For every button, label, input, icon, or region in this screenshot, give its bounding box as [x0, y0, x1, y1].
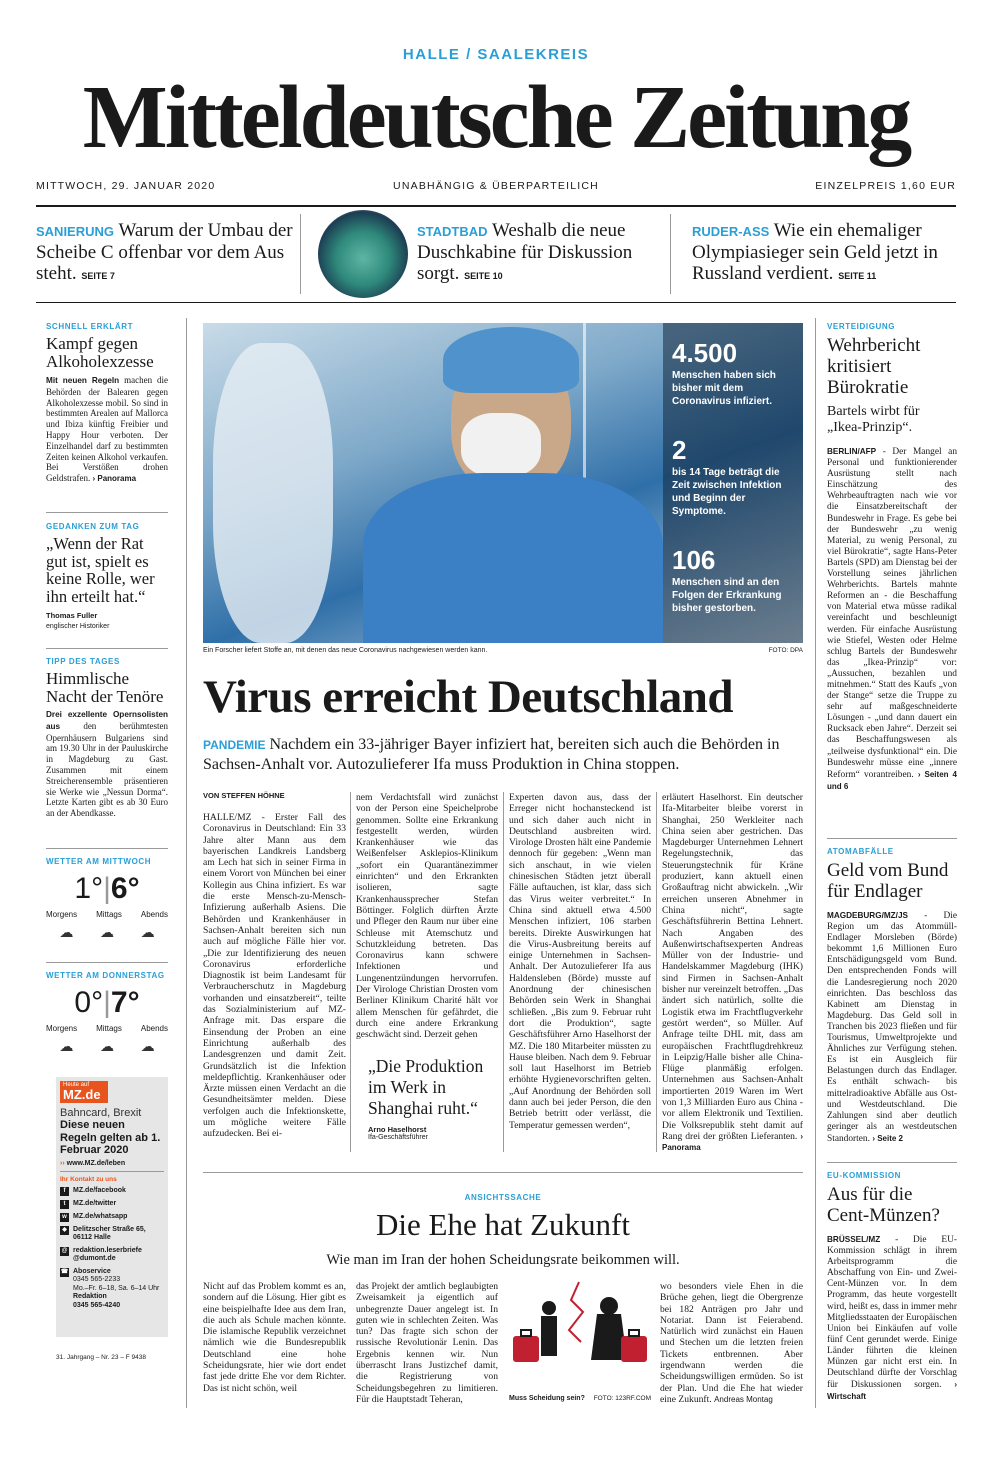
stat-text: Menschen haben sich bisher mit dem Coronavirus infiziert.: [672, 370, 776, 407]
teaser-ruder-ass[interactable]: [692, 220, 958, 287]
background-figure: [213, 343, 333, 643]
defense-text: [827, 446, 957, 793]
explain-ref[interactable]: › Panorama: [92, 474, 137, 484]
stat-text: bis 14 Tage beträgt die Zeit zwischen Infektion und Beginn der Symptome.: [672, 467, 782, 517]
explain-body: machen die Behörden der Balearen gegen Alkoholexzesse mobil. So sind in bestimmten Arealen auf Mallorca und Ibiza künftig Freibier und Happy Hour verboten. Der Einzelhandel darf zu bestimmten Zeiten keinen Alkohol verkaufen. Bei Verstößen drohen Geldstrafen.: [46, 375, 169, 484]
whatsapp-link[interactable]: [60, 1213, 164, 1222]
ad-logo: MZ.de: [63, 1087, 101, 1102]
lead-col-1-text: HALLE/MZ - Erster Fall des Coronavirus in Deutschland: Ein 33 Jahre alter Mann aus dem bayerischen Landkreis Landsberg am Lech hat sich in seiner Firma in einem Vorort von München bei einer Kollegin aus China infiziert. Es war die erste Mensch-zu-Mensch-Infizierung außerhalb Asiens. Die Behörden und Krankenhäuser in Sachsen-Anhalt bereiten sich nun auch auf mögliche Fälle hier vor. „Die zur Identifizierung des neuen Coronavirus erforderliche Diagnostik ist beim Landesamt für Verbraucherschutz in Magdeburg vorhanden und einsatzbereit“, teilte das Sozialministerium auf MZ-Anfrage mit. Das erspare die Einsendung der Proben an eine Einrichtung außerhalb des Landesgrenzen und damit Zeit. Grundsätzlich ist die Infektion meldepflichtig. Krankenhäuser oder Ärzte müssen einen Verdacht an die Gesundheitsämter melden. Diese verfolgen auch die Infektionskette, um mögliche weitere Fälle aufzudecken. Bei ei-: [203, 812, 346, 1140]
ad-url-text: www.MZ.de/leben: [66, 1159, 126, 1167]
cloud-icon: ☁: [140, 1039, 155, 1055]
teaser-text: Wie ein ehemaliger Olympiasieger sein Geld jetzt in Russland verdient.: [692, 220, 938, 284]
opinion-rule: [203, 1172, 803, 1173]
tagline: UNABHÄNGIG & ÜBERPARTEILICH: [393, 180, 599, 192]
atom-ref[interactable]: › Seite 2: [872, 1133, 903, 1143]
temp-low: 1°: [74, 872, 104, 905]
twitter-icon: t: [60, 1200, 69, 1209]
lead-col-3-text: Experten davon aus, dass der Erreger nicht hochansteckend ist und sich daher auch nicht in Deutschland ausbreiten wird. Virologe Drosten hält eine Pandemie dennoch für gegeben: „Wenn man sich anschaut, in wie vielen chinesischen Städten jetzt überall Fälle auftauchen, ist klar, dass sich das Virus weiter verbreitet.“ In China sind aktuell etwa 4.500 Menschen infiziert, 106 starben bereits. Direkte Auswirkungen hat die Virus-Ausbreitung bereits auf einige Unternehmen in Sachsen-Anhalt. Der Autozulieferer Ifa aus Haldensleben (Börde) musste auf Anordnung der chinesischen Behörden sein Werk in Shanghai schließen. „Bis zum 9. Februar ruht dort die Produktion“, sagte Geschäftsführer Arno Haselhorst der MZ. Die 180 Mitarbeiter müssten zu Hause bleiben. Nach dem 9. Februar soll laut Haselhorst im Betrieb erhöhte Hygienevorschriften gelten. „Auf Anordnung der Behörden soll dann auch bei jeder Person, die den Betrieb betritt oder verlässt, die Temperatur gemessen werden“,: [509, 792, 651, 1131]
lead-col-2: [356, 792, 498, 1041]
quote-kicker: GEDANKEN ZUM TAG: [46, 522, 140, 531]
lead-headline[interactable]: Virus erreicht Deutschland: [203, 671, 734, 723]
quote-author: Thomas Fuller: [46, 611, 98, 620]
teaser-divider: [300, 214, 301, 294]
ad-line1: Bahncard, Brexit: [60, 1107, 142, 1119]
eu-body: - Die EU-Kommission schlägt in ihrem Arbeitsprogramm die Abschaffung von Ein- und Zwei-Cent-Münzen vor. In dem Programm, das heute vorgestellt wird, heißt es, dass in immer mehr Mitgliedsstaaten der Europäischen Union bei Einkäufen auf volle fünf Cent gerundet werde. Einige Länder führten die kleinen Münzen gar nicht erst ein. In Deutschland dürfte der Vorschlag für Diskussionen sorgen.: [827, 1235, 958, 1391]
defense-body: - Der Mangel an Personal und funktionierender Ausrüstung stellt nach Einschätzung des Wehrbeauftragten nach wie vor die Einsatzbereitschaft der Bundeswehr in Frage. Es gebe bei der Bundeswehr „zu wenig Material, zu wenig Personal, zu viel Bürokratie“, sagte Hans-Peter Bartels (SPD) am Dienstag bei der Vorstellung seines jährlichen Wehrberichts. Bartels mahnte Reformen an - die Beschaffung von Material etwa müsse radikal vereinfacht und beschleunigt werden. Für einfache Ausrüstung wie Stiefel, Westen oder Helme schlug Bartels der Bundeswehr das „Ikea-Prinzip“ vor: „Aussuchen, bezahlen und mitnehmen.“ Statt des Kaufs „von der Stange“ setze die Truppe zu sehr auf maßgeschneiderte Lösungen - „und dann dauert ein Rucksack eben Jahre“. Derzeit sei das Beschaffungswesen als „teilweise dysfunktional“ ein. Die Bundeswehr müsse eine „innere Reform“ vorantreiben.: [827, 447, 958, 780]
defense-ref-label: Seiten 4 und 6: [827, 769, 957, 791]
time-label: Mittags: [96, 1024, 122, 1033]
teaser-ref: SEITE 10: [464, 271, 503, 281]
opinion-col-1: [203, 1281, 346, 1394]
address: [60, 1226, 164, 1243]
teaser-divider: [670, 214, 671, 294]
pull-quote-role: Ifa-Geschäftsführer: [368, 1134, 428, 1141]
eu-kicker: EU-KOMMISSION: [827, 1171, 902, 1180]
pull-quote-author: Arno Haselhorst: [368, 1125, 427, 1134]
opinion-kicker: ANSICHTSSACHE: [464, 1193, 542, 1202]
red-phone: 0345 565-4240: [73, 1301, 121, 1309]
defense-headline: Wehrbericht kritisiert Bürokratie: [827, 335, 921, 398]
ad-small: Heute auf: [63, 1082, 90, 1088]
teaser-kicker: STADTBAD: [417, 224, 488, 239]
eu-text: [827, 1234, 957, 1403]
defense-subhead: Bartels wirbt für „Ikea-Prinzip“.: [827, 404, 920, 435]
stat-number: 4.500: [672, 338, 738, 368]
contact-text: MZ.de/whatsapp: [73, 1212, 128, 1220]
weather-icons: [46, 1039, 168, 1055]
teaser-kicker: SANIERUNG: [36, 224, 115, 239]
opinion-subhead: Wie man im Iran der hohen Scheidungsrate beikommen will.: [326, 1252, 680, 1268]
researcher-mask: [461, 413, 541, 477]
tip-kicker: TIPP DES TAGES: [46, 657, 120, 666]
weather-kicker: WETTER AM MITTWOCH: [46, 857, 152, 866]
cloud-icon: ☁: [59, 1039, 74, 1055]
tip-body: den berühmtesten Opernhäusern Bulgariens sind am 19.30 Uhr in der Pauluskirche in Magdeburg zu Gast. Zusammen mit einem Streicherensemble präsentieren sie Werke wie „Nessun Dorma“. Letzte Karten gibt es ab 30 Euro an der Abendkasse.: [46, 720, 168, 819]
cloud-icon: ☁: [99, 1039, 114, 1055]
time-label: Abends: [140, 910, 168, 919]
location-icon: ◆: [60, 1226, 69, 1235]
ad-line2: Diese neuen Regeln gelten ab 1. Februar 2020: [60, 1119, 161, 1156]
tip-lead: Drei exzellente Opernsolisten aus: [46, 710, 168, 731]
stat-3: [672, 545, 797, 615]
lead-col-4-text: erläutert Haselhorst. Ein deutscher Ifa-Mitarbeiter bleibe vorerst in Shanghai, 250 Werkleiter nach China seien aber gestrichen. Das Magdeburger Unternehmen Lehnert Regelungstechnik, das Steuerungstechnik für Kräne produziert, kann aktuell einen Großauftrag nicht abwickeln. „Wir erreichen unseren Abnehmer in China nicht“, sagte Geschäftsführerin Bettina Lehnert. Nach Angaben des Außenwirtschaftsexperten Andreas Müller von der Industrie- und Handelskammer Magdeburg (IHK) sind Firmen in Sachsen-Anhalt bisher nur vereinzelt betroffen. „Das ändert sich natürlich, sollte die Logistik etwa im Frachtflugverkehr gestört werden“, so Müller. Auf Anfrage teilte DHL mit, dass am europäischen Frachtflugdrehkreuz in Leipzig/Halle bisher alle China-Flüge planmäßig erfolgen. Unternehmen aus Sachsen-Anhalt importierten 2019 Waren im Wert von 1,3 Milliarden Euro aus China - vor allem Elektronik und Textilien. Die Volksrepublik steht damit auf Rang drei der größten Lieferanten.: [662, 792, 803, 1142]
tip-headline: Himmlische Nacht der Tenöre: [46, 669, 164, 706]
quote-box: [46, 522, 168, 630]
cloud-icon: ☁: [59, 925, 74, 941]
phone-icon: ☎: [60, 1268, 69, 1275]
ad-logo-box: [60, 1081, 108, 1103]
explain-headline: Kampf gegen Alkoholexzesse: [46, 334, 154, 371]
atom-kicker: ATOMABFÄLLE: [827, 847, 894, 856]
twitter-link[interactable]: [60, 1200, 164, 1209]
eu-story[interactable]: [827, 1171, 957, 1403]
weather-wednesday: [46, 857, 168, 941]
ad-url[interactable]: ›› www.MZ.de/leben: [60, 1159, 126, 1167]
weather-kicker: WETTER AM DONNERSTAG: [46, 971, 165, 980]
right-column-rule: [815, 318, 816, 1408]
abo-phone: 0345 565-2233: [73, 1276, 121, 1283]
atom-text: [827, 910, 957, 1145]
pull-quote: [368, 1056, 498, 1141]
defense-story[interactable]: [827, 322, 957, 793]
stat-text: Menschen sind an den Folgen der Erkrankung bisher gestorben.: [672, 577, 782, 614]
opinion-headline[interactable]: Die Ehe hat Zukunft: [376, 1207, 630, 1242]
eu-headline: Aus für die Cent-Münzen?: [827, 1184, 940, 1226]
lead-col-1: [203, 812, 346, 1140]
weather-times: [46, 1024, 168, 1033]
red-head: Redaktion: [73, 1293, 107, 1300]
cloud-icon: ☁: [99, 925, 114, 941]
lead-col-3: [509, 792, 651, 1131]
aboservice: [60, 1268, 164, 1311]
issue-date: MITTWOCH, 29. JANUAR 2020: [36, 180, 216, 192]
lead-col-4: [662, 792, 803, 1154]
defense-lead: BERLIN/AFP: [827, 447, 877, 456]
eu-ref[interactable]: › Wirtschaft: [827, 1380, 958, 1402]
teaser-sanierung[interactable]: [36, 220, 296, 287]
mail-icon: @: [61, 1247, 68, 1254]
email-link[interactable]: [60, 1247, 164, 1264]
lead-ref-label: Panorama: [662, 1143, 701, 1153]
time-label: Mittags: [96, 910, 122, 919]
mz-ad-box[interactable]: [56, 1077, 168, 1337]
time-label: Morgens: [46, 1024, 78, 1033]
opinion-col-1-text: Nicht auf das Problem kommt es an, sondern auf die Lösung. Hier gibt es eine beispielhafte Idee aus dem Iran, die auch als Schule machen könnte. Die islamische Republik verzeichnet nämlich wie die Bundesrepublik Deutschland eine hohe Scheidungsrate, hier wie dort endet fast jede dritte Ehe vor dem Richter. Das ist nicht schön, weil: [203, 1281, 346, 1394]
opinion-author: Andreas Montag: [714, 1394, 773, 1404]
atom-lead: MAGDEBURG/MZ/JS: [827, 911, 908, 920]
right-divider: [827, 838, 957, 839]
pull-quote-text: „Die Produktion im Werk in Shanghai ruht.“: [368, 1056, 484, 1118]
contact-text: redaktion.leserbriefe @dumont.de: [73, 1246, 142, 1262]
opinion-col-3: [660, 1281, 803, 1405]
left-divider: [46, 962, 168, 963]
deck-text: Nachdem ein 33-jähriger Bayer infiziert hat, bereiten sich auch die Behörden in Sachsen-Anhalt vor. Autozulieferer Ifa muss Produktion in China stoppen.: [203, 736, 780, 773]
defense-ref[interactable]: › Seiten 4 und 6: [827, 769, 957, 791]
atom-ref-label: Seite 2: [877, 1133, 903, 1143]
contact-text: MZ.de/twitter: [73, 1199, 117, 1207]
teaser-image-dome: [318, 210, 408, 298]
facebook-link[interactable]: [60, 1187, 164, 1196]
opinion-col-3-text: wo besonders viele Ehen in die Brüche gehen, liegt die Obergrenze bei 182 Anträgen pro Jahr und Notariat. Dann ist Feierabend. Natürlich wird zunächst ein Hauen und Stechen um die letzten freien Tickets entbrennen. Aber irgendwann werden die Scheidungswilligen ermüden. So ist der Plan. Und die Ehe hat wieder eine Zukunft.: [660, 1281, 803, 1405]
photo-credit: FOTO: DPA: [768, 647, 803, 654]
researcher-body: [363, 473, 663, 643]
weather-thursday: [46, 971, 168, 1055]
whatsapp-icon: w: [60, 1213, 69, 1222]
quote-role: englischer Historiker: [46, 623, 110, 630]
byline: VON STEFFEN HÖHNE: [203, 791, 285, 800]
left-column: [46, 322, 168, 485]
col-rule: [503, 792, 504, 1152]
facebook-icon: f: [60, 1187, 69, 1196]
left-divider: [46, 512, 168, 513]
contact-text: MZ.de/facebook: [73, 1186, 126, 1194]
stat-1: [672, 338, 797, 408]
temp-high: 6°: [110, 872, 140, 905]
col-rule: [350, 792, 351, 1152]
contact-text: Delitzscher Straße 65, 06112 Halle: [73, 1225, 146, 1241]
weather-icons: [46, 925, 168, 941]
opinion-col-2-text: das Projekt der amtlich beglaubigten Zweisamkeit ja eigentlich auf unbegrenzte Dauer angelegt ist. In guten wie in schlechten Zeiten. Was tun? Das fragte sich schon der russische Revolutionär Lenin. Das Ergebnis kennen wir. Nun überrascht Irans Justizchef damit, die Registrierung von Scheidungsbegehren zu limitieren. Für die Hauptstadt Teheran,: [356, 1281, 498, 1405]
teaser-stadtbad[interactable]: [417, 220, 662, 287]
newspaper-title: Mitteldeutsche Zeitung: [82, 68, 910, 167]
photo-caption: Ein Forscher liefert Stoffe an, mit denen das neue Coronavirus nachgewiesen werden kann.: [203, 647, 488, 654]
deck-kicker: PANDEMIE: [203, 738, 266, 752]
temp-low: 0°: [74, 986, 104, 1019]
teaser-text: Warum der Umbau der Scheibe C offenbar vor dem Aus steht.: [36, 220, 293, 284]
stat-2: [672, 435, 797, 518]
weather-temps: 1°|6°: [74, 872, 140, 905]
opinion-col-2: [356, 1281, 498, 1405]
abo-hours: Mo.–Fr. 6–18, Sa. 6–14 Uhr: [73, 1284, 160, 1292]
teaser-kicker: RUDER-ASS: [692, 224, 770, 239]
teaser-rule: [36, 302, 956, 303]
price: EINZELPREIS 1,60 EUR: [815, 180, 956, 192]
abo-head: Aboservice: [73, 1267, 111, 1275]
stat-number: 2: [672, 435, 687, 465]
explain-text: [46, 375, 168, 485]
explain-kicker: SCHNELL ERKLÄRT: [46, 322, 134, 331]
quote-text: „Wenn der Rat gut ist, spielt es keine Rolle, wer ihn erteilt hat.“: [46, 534, 155, 606]
eu-lead: BRÜSSEL/MZ: [827, 1235, 881, 1244]
time-label: Abends: [140, 1024, 168, 1033]
contact-head: Ihr Kontakt zu uns: [60, 1175, 117, 1183]
lead-deck: [203, 735, 808, 775]
lead-col-2-text: nem Verdachtsfall wird zunächst von der Person eine Speichelprobe genommen. Sollte eine Erkrankung festgestellt werden, würden Krankenhäuser wie das Weißenfelser Asklepios-Klinikum „sofort ein Quarantänezimmer einrichten“ und den Erkrankten isolieren, sagte Krankenhaussprecher Stefan Böttinger. Folglich dürften Ärzte und Pfleger den Raum nur über eine Schleuse mit Atemschutz und Schutzkleidung betreten. Das Coronavirus kann schwere Infektionen und Lungenentzündungen hervorrufen. Der Virologe Christian Drosten vom Berliner Klinikum Charité hält vor allem Menschen für gefährdet, die durch eine andere Erkrankung geschwächt sind. Derzeit gehen: [356, 792, 498, 1041]
issue-number: 31. Jahrgang – Nr. 23 – F 9438: [56, 1354, 146, 1361]
stat-number: 106: [672, 545, 716, 575]
right-divider: [827, 1162, 957, 1163]
ad-divider: [60, 1171, 164, 1172]
explain-ref-label: Panorama: [97, 474, 137, 484]
explain-lead: Mit neuen Regeln: [46, 376, 120, 385]
tip-box: [46, 657, 168, 819]
teaser-ref: SEITE 11: [838, 271, 877, 281]
left-divider: [46, 648, 168, 649]
illustration-credit: FOTO: 123RF.COM: [593, 1395, 651, 1402]
edition-label: HALLE / SAALEKREIS: [402, 46, 590, 63]
illustration-caption: Muss Scheidung sein?: [509, 1395, 585, 1402]
col-rule: [656, 792, 657, 1152]
masthead-rule: [36, 205, 956, 207]
divorce-illustration-icon: [509, 1280, 651, 1390]
researcher-cap: [443, 327, 579, 393]
atom-body: - Die Region um das Atommüll-Endlager Morsleben (Börde) bekommt 1,6 Millionen Euro Entschädigungsgeld vom Bund. Den entsprechenden Fonds will die Landesregierung noch 2020 einrichten. Das beschloss das Kabinett am Dienstag in Magdeburg. Das Geld soll in Tranchen bis 2023 fließen und für Tourismus, Umweltprojekte und Ähnliches zur Verfügung stehen. Es ist ein Ausgleich für Belastungen durch das Endlager. Es enthält schwach- bis mittelradioaktive Abfälle aus Ost- und Westdeutschland. Die Zahlungen sind aber deutlich geringer als an westdeutschen Standorten.: [827, 911, 957, 1144]
weather-times: [46, 910, 168, 919]
opinion-illustration: [509, 1280, 651, 1402]
defense-kicker: VERTEIDIGUNG: [827, 322, 896, 331]
atom-headline: Geld vom Bund für Endlager: [827, 860, 949, 902]
eu-ref-label: Wirtschaft: [827, 1392, 867, 1402]
cloud-icon: ☁: [140, 925, 155, 941]
teaser-text: Weshalb die neue Duschkabine für Diskussion sorgt.: [417, 220, 633, 284]
left-divider: [46, 848, 168, 849]
temp-high: 7°: [110, 986, 140, 1019]
tip-text: [46, 709, 168, 819]
left-column-rule: [186, 318, 187, 1408]
atom-story[interactable]: [827, 847, 957, 1145]
time-label: Morgens: [46, 910, 78, 919]
teaser-ref: SEITE 7: [81, 271, 115, 281]
lead-ref[interactable]: › Panorama: [662, 1131, 803, 1153]
weather-temps: 0°|7°: [74, 986, 140, 1019]
